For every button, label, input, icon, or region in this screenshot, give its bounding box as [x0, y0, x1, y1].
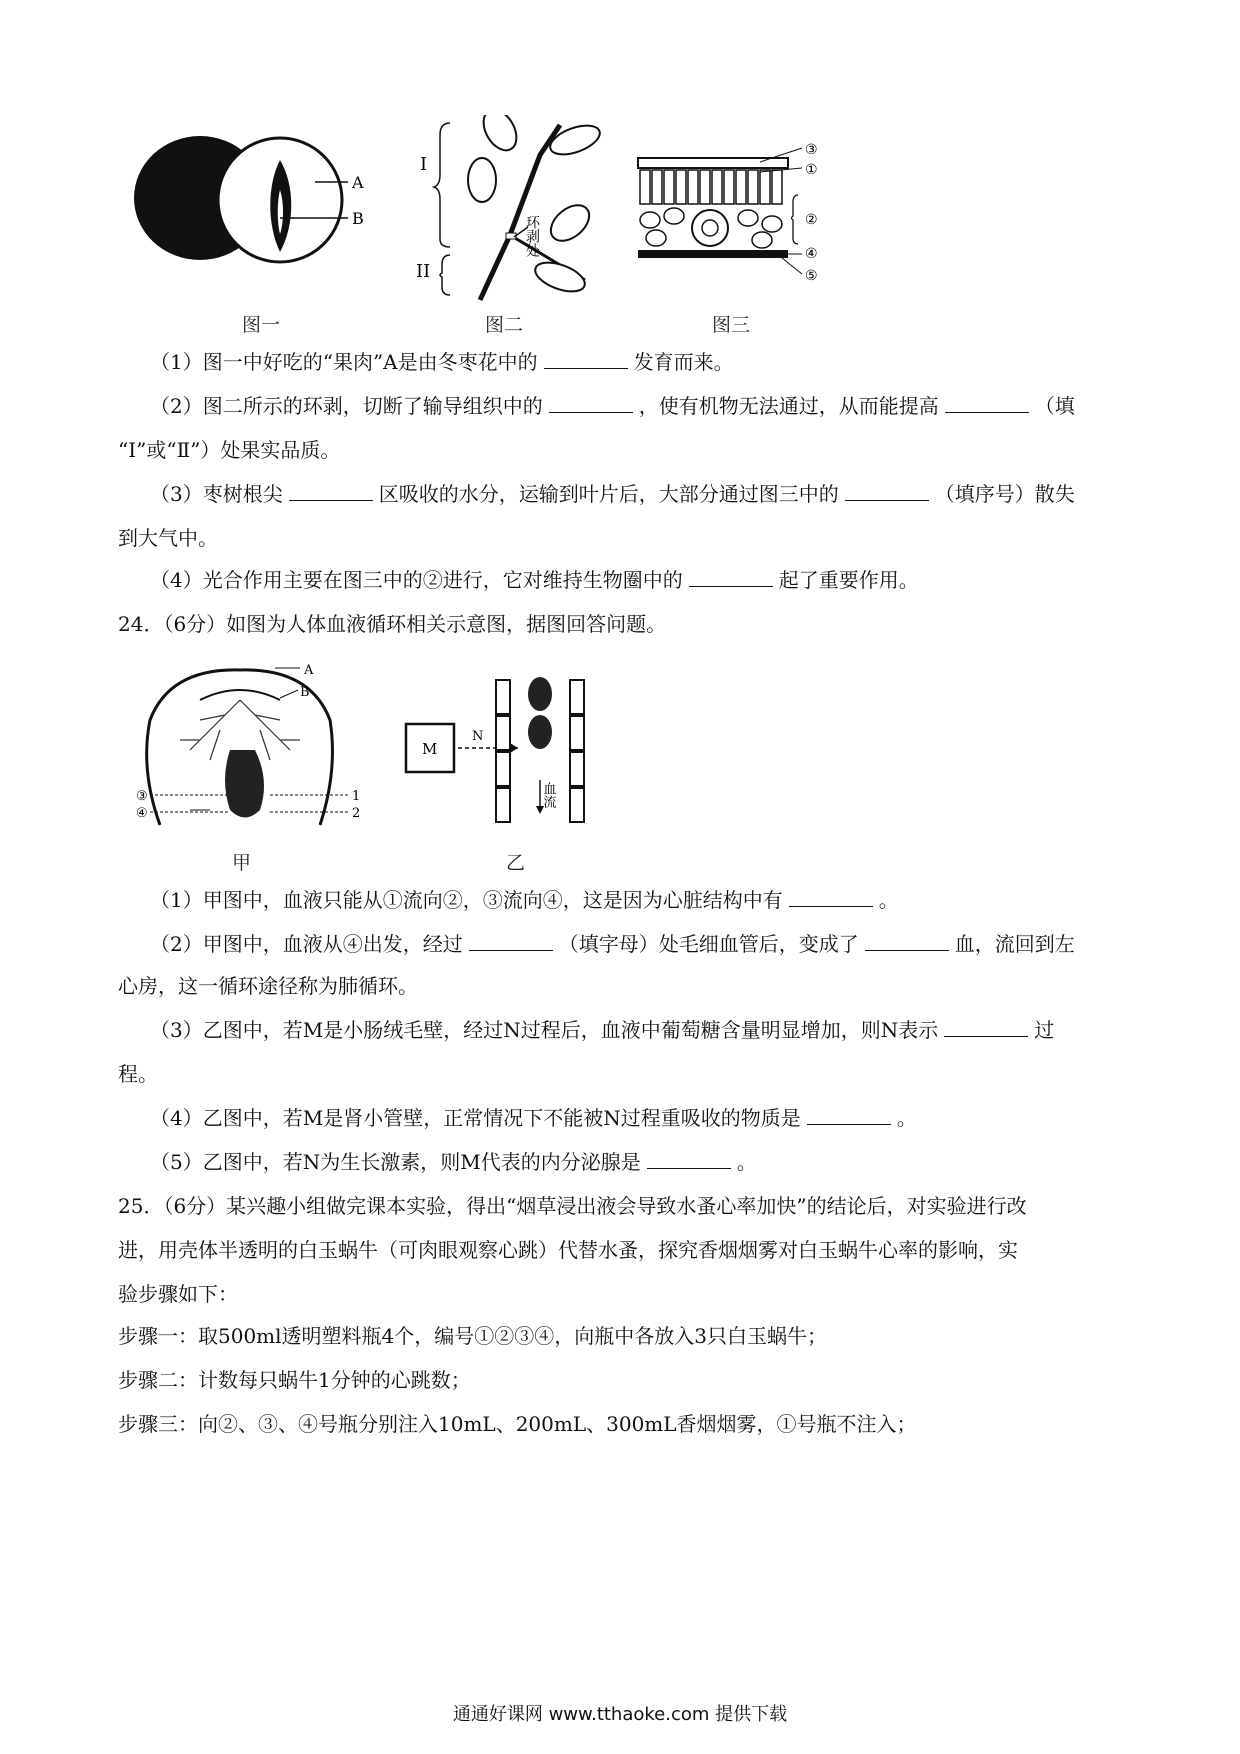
q23-part1: （1）图一中好吃的“果肉”A是由冬枣花中的 发育而来。 [150, 350, 734, 374]
figure-leaf-cross-section [630, 140, 830, 290]
label-5: ⑤ [805, 268, 818, 284]
q24-part2: （2）甲图中，血液从④出发，经过 （填字母）处毛细血管后，变成了 血，流回到左 [150, 932, 1075, 956]
leaf-shape [468, 158, 496, 202]
answer-blank[interactable] [944, 1016, 1028, 1037]
caption-fig3: 图三 [712, 314, 751, 336]
q25-line2: 进，用壳体半透明的白玉蜗牛（可肉眼观察心跳）代替水蚤，探究香烟烟雾对白玉蜗牛心率的影响，实 [118, 1238, 1018, 1262]
q24-part4: （4）乙图中，若M是肾小管壁，正常情况下不能被N过程重吸收的物质是 。 [150, 1106, 917, 1130]
q24-part1: （1）甲图中，血液只能从①流向②，③流向④，这是因为心脏结构中有 。 [150, 888, 899, 912]
label-n: N [472, 729, 484, 744]
capillary-wall-left [496, 680, 510, 822]
leaf-shape [477, 115, 523, 156]
leaf-shape [531, 257, 588, 297]
answer-blank[interactable] [647, 1148, 731, 1169]
label-m: M [422, 740, 438, 758]
answer-blank[interactable] [289, 480, 373, 501]
leaf-shape [544, 198, 596, 248]
figure-girdled-branch [410, 115, 610, 305]
answer-blank[interactable] [807, 1104, 891, 1125]
figure-jujube-fruit [130, 130, 390, 270]
answer-blank[interactable] [469, 930, 553, 951]
label-3: ③ [805, 142, 818, 158]
label-a: A [352, 173, 364, 192]
label-region-ii: II [416, 261, 431, 282]
palisade-layer [640, 170, 782, 204]
label-1: ① [805, 162, 818, 178]
caption-yi: 乙 [506, 852, 526, 874]
figure-blood-circulation [130, 660, 370, 835]
page-footer: 通通好课网 www.tthaoke.com 提供下载 [452, 1704, 788, 1725]
answer-blank[interactable] [549, 392, 633, 413]
upper-epidermis [638, 158, 788, 168]
label-4: ④ [805, 246, 818, 262]
answer-blank[interactable] [845, 480, 929, 501]
label-girdle: 环剥处 [524, 215, 540, 257]
label-b: B [300, 685, 310, 700]
answer-blank[interactable] [865, 930, 949, 951]
q24-part2-cont: 心房，这一循环途径称为肺循环。 [118, 974, 418, 998]
q25-step2: 步骤二：计数每只蜗牛1分钟的心跳数； [118, 1368, 471, 1392]
q25-title: 25．（6分）某兴趣小组做完课本实验，得出“烟草浸出液会导致水蚤心率加快”的结论后，对实验进行改 [118, 1194, 1027, 1218]
answer-blank[interactable] [945, 392, 1029, 413]
label-a: A [304, 663, 314, 678]
caption-fig2: 图二 [485, 314, 524, 336]
answer-blank[interactable] [544, 348, 628, 369]
leaf-shape [546, 120, 603, 160]
answer-blank[interactable] [689, 566, 773, 587]
label-1: 1 [352, 789, 361, 804]
q23-part2: （2）图二所示的环剥，切断了输导组织中的 ，使有机物无法通过，从而能提高 （填 [150, 394, 1075, 418]
q24-part3: （3）乙图中，若M是小肠绒毛壁，经过N过程后，血液中葡萄糖含量明显增加，则N表示 过 [150, 1018, 1055, 1042]
q24-title: 24．（6分）如图为人体血液循环相关示意图，据图回答问题。 [118, 612, 667, 636]
heart-shape [225, 750, 264, 818]
answer-blank[interactable] [789, 886, 873, 907]
q24-part3-cont: 程。 [118, 1062, 158, 1086]
label-2: 2 [352, 806, 361, 821]
red-blood-cell [528, 677, 552, 711]
caption-jia: 甲 [232, 852, 252, 874]
q23-part3-cont: 到大气中。 [118, 526, 218, 550]
label-blood-flow: 血流 [540, 782, 556, 808]
capillary-wall-right [570, 680, 584, 822]
q25-step3: 步骤三：向②、③、④号瓶分别注入10mL、200mL、300mL香烟烟雾，①号瓶不注入； [118, 1412, 917, 1436]
q23-part2-cont: “Ⅰ”或“Ⅱ”）处果实品质。 [118, 438, 341, 462]
figure-capillary-exchange [400, 668, 650, 828]
q23-part4: （4）光合作用主要在图三中的②进行，它对维持生物圈中的 起了重要作用。 [150, 568, 919, 592]
lower-epidermis [638, 250, 788, 258]
q23-part3: （3）枣树根尖 区吸收的水分，运输到叶片后，大部分通过图三中的 （填序号）散失 [150, 482, 1075, 506]
q25-step1: 步骤一：取500ml透明塑料瓶4个，编号①②③④，向瓶中各放入3只白玉蜗牛； [118, 1324, 827, 1348]
label-b: B [352, 209, 364, 228]
label-4: ④ [136, 806, 148, 821]
q24-part5: （5）乙图中，若N为生长激素，则M代表的内分泌腺是 。 [150, 1150, 757, 1174]
label-2: ② [805, 212, 818, 228]
red-blood-cell [528, 715, 552, 749]
caption-fig1: 图一 [242, 314, 281, 336]
label-region-i: I [420, 154, 428, 175]
q25-line3: 验步骤如下： [118, 1282, 238, 1306]
label-3: ③ [136, 789, 148, 804]
